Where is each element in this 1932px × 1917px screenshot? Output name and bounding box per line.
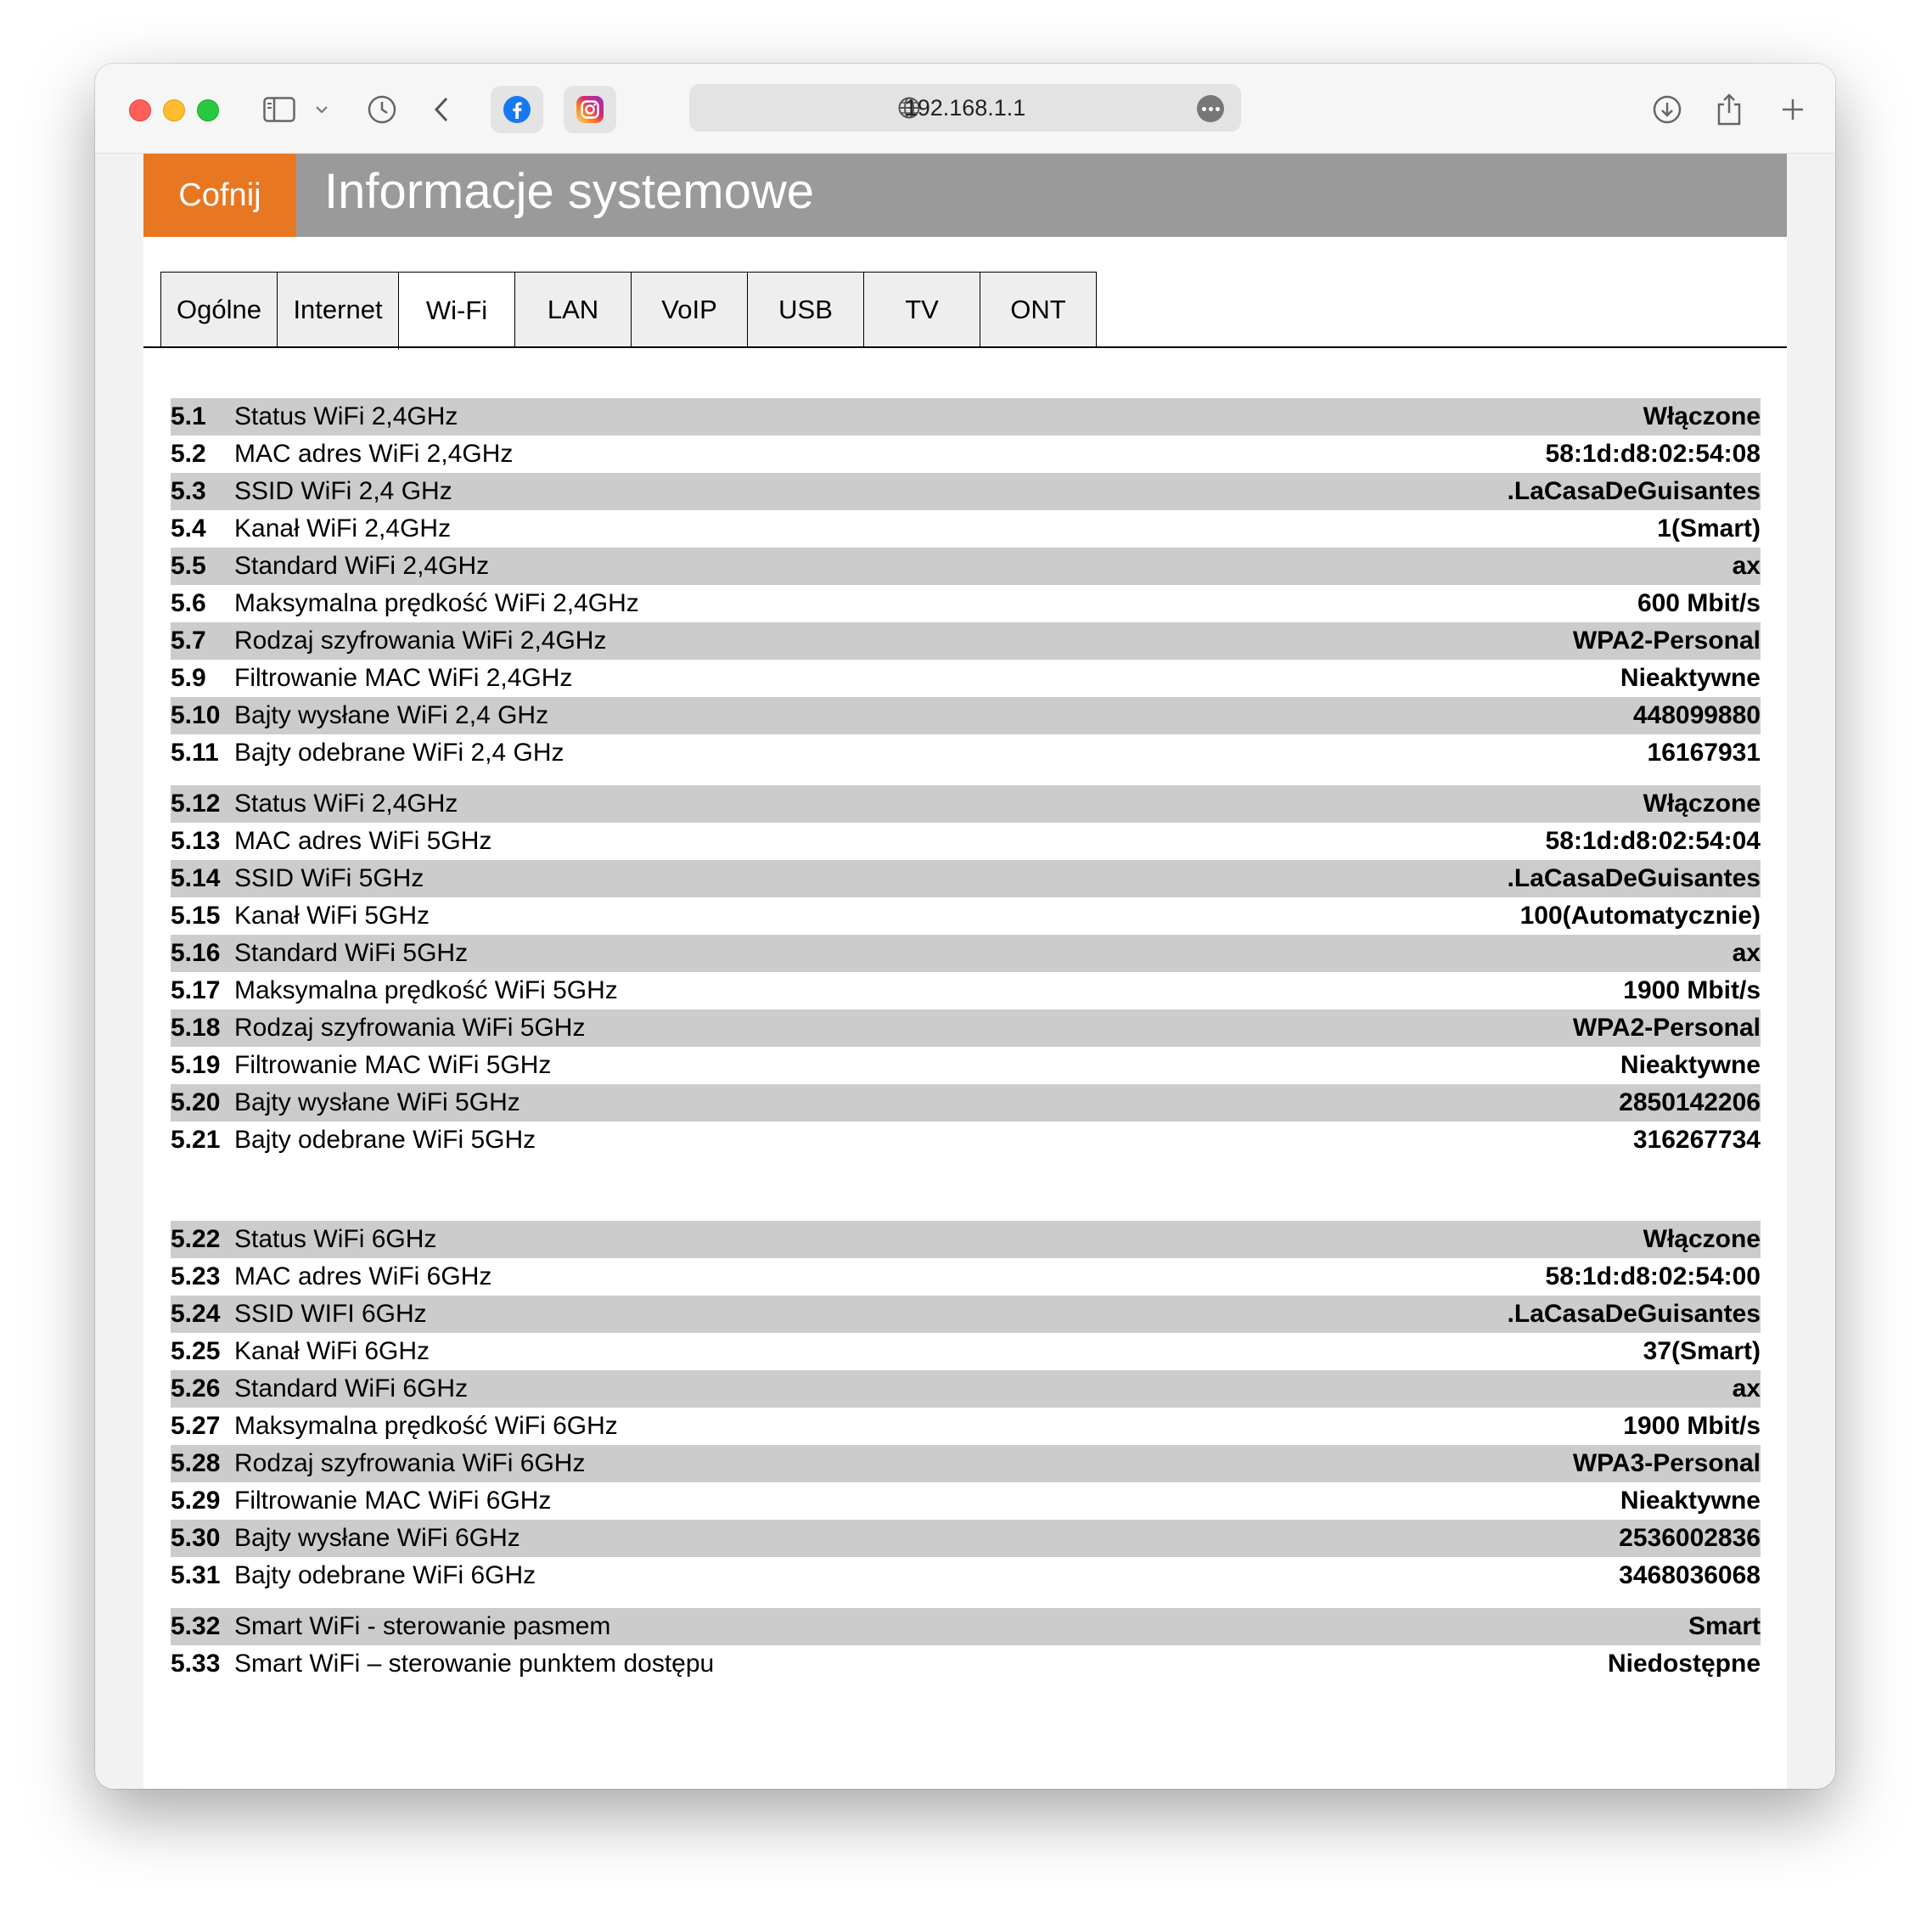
row-label: Bajty odebrane WiFi 6GHz bbox=[234, 1561, 536, 1589]
table-row bbox=[171, 585, 1761, 622]
row-value: Włączone bbox=[1643, 1225, 1761, 1253]
row-number: 5.14 bbox=[171, 864, 221, 892]
facebook-favorite-icon[interactable] bbox=[491, 86, 543, 133]
row-number: 5.31 bbox=[171, 1561, 221, 1589]
row-number: 5.30 bbox=[171, 1524, 221, 1552]
table-row bbox=[171, 1445, 1761, 1482]
row-value: Włączone bbox=[1643, 790, 1761, 818]
row-number: 5.18 bbox=[171, 1014, 221, 1042]
row-number: 5.28 bbox=[171, 1449, 221, 1477]
table-row bbox=[171, 860, 1761, 897]
row-value: 58:1d:d8:02:54:00 bbox=[1545, 1262, 1761, 1290]
row-value: Nieaktywne bbox=[1620, 664, 1761, 692]
row-value: 100(Automatycznie) bbox=[1519, 902, 1761, 930]
table-row bbox=[171, 622, 1761, 660]
row-value: ax bbox=[1732, 939, 1761, 967]
back-button[interactable]: Cofnij bbox=[143, 154, 296, 237]
table-row bbox=[171, 785, 1761, 823]
row-value: .LaCasaDeGuisantes bbox=[1507, 477, 1761, 505]
tab-tv[interactable]: TV bbox=[863, 272, 980, 348]
row-value: 1900 Mbit/s bbox=[1623, 1412, 1761, 1440]
row-label: MAC adres WiFi 5GHz bbox=[234, 827, 492, 855]
row-label: Bajty wysłane WiFi 2,4 GHz bbox=[234, 701, 549, 729]
row-label: Filtrowanie MAC WiFi 2,4GHz bbox=[234, 664, 573, 692]
sidebar-icon[interactable] bbox=[261, 89, 298, 130]
row-label: MAC adres WiFi 6GHz bbox=[234, 1262, 492, 1290]
row-number: 5.2 bbox=[171, 440, 206, 468]
row-value: .LaCasaDeGuisantes bbox=[1507, 1300, 1761, 1328]
tab-ogolne[interactable]: Ogólne bbox=[160, 272, 277, 348]
tab-lan[interactable]: LAN bbox=[514, 272, 631, 348]
row-number: 5.22 bbox=[171, 1225, 221, 1253]
row-number: 5.32 bbox=[171, 1612, 221, 1640]
row-label: Standard WiFi 6GHz bbox=[234, 1375, 469, 1403]
tab-usb[interactable]: USB bbox=[747, 272, 863, 348]
router-page bbox=[143, 154, 1787, 1789]
page-header bbox=[143, 154, 1787, 237]
browser-content bbox=[95, 154, 1835, 1789]
table-row bbox=[171, 1557, 1761, 1594]
table-row bbox=[171, 436, 1761, 473]
row-label: Smart WiFi - sterowanie pasmem bbox=[234, 1612, 611, 1640]
row-number: 5.20 bbox=[171, 1088, 221, 1116]
row-number: 5.19 bbox=[171, 1051, 221, 1079]
row-label: Kanał WiFi 6GHz bbox=[234, 1337, 430, 1365]
page-title: Informacje systemowe bbox=[324, 164, 814, 219]
wifi-24ghz-table bbox=[171, 398, 1761, 772]
row-value: 1900 Mbit/s bbox=[1623, 976, 1761, 1004]
row-value: WPA2-Personal bbox=[1572, 627, 1761, 655]
table-row bbox=[171, 473, 1761, 510]
minimize-window-button[interactable] bbox=[163, 99, 185, 121]
row-label: Filtrowanie MAC WiFi 6GHz bbox=[234, 1487, 552, 1515]
row-value: WPA3-Personal bbox=[1572, 1449, 1761, 1477]
tab-ont[interactable]: ONT bbox=[980, 272, 1097, 348]
row-value: Niedostępne bbox=[1607, 1650, 1761, 1678]
row-number: 5.11 bbox=[171, 739, 219, 767]
zoom-window-button[interactable] bbox=[197, 99, 219, 121]
tab-divider bbox=[143, 346, 1787, 348]
row-label: Filtrowanie MAC WiFi 5GHz bbox=[234, 1051, 552, 1079]
table-row bbox=[171, 1333, 1761, 1370]
row-value: 448099880 bbox=[1632, 701, 1761, 729]
row-number: 5.25 bbox=[171, 1337, 221, 1365]
chevron-down-icon[interactable] bbox=[312, 89, 332, 130]
tab-voip[interactable]: VoIP bbox=[631, 272, 747, 348]
row-number: 5.33 bbox=[171, 1650, 221, 1678]
row-number: 5.23 bbox=[171, 1262, 221, 1290]
row-value: Smart bbox=[1688, 1612, 1761, 1640]
url-text: 192.168.1.1 bbox=[904, 95, 1026, 121]
row-number: 5.24 bbox=[171, 1300, 221, 1328]
row-number: 5.16 bbox=[171, 939, 221, 967]
row-label: Status WiFi 2,4GHz bbox=[234, 402, 458, 430]
row-label: SSID WiFi 2,4 GHz bbox=[234, 477, 452, 505]
history-icon[interactable] bbox=[365, 89, 399, 130]
row-label: Maksymalna prędkość WiFi 5GHz bbox=[234, 976, 618, 1004]
table-row bbox=[171, 398, 1761, 436]
share-icon[interactable] bbox=[1715, 89, 1744, 130]
table-row bbox=[171, 1122, 1761, 1159]
row-label: SSID WIFI 6GHz bbox=[234, 1300, 427, 1328]
back-navigation-icon[interactable] bbox=[429, 89, 454, 130]
row-number: 5.26 bbox=[171, 1375, 221, 1403]
row-label: MAC adres WiFi 2,4GHz bbox=[234, 440, 514, 468]
row-value: .LaCasaDeGuisantes bbox=[1507, 864, 1761, 892]
row-number: 5.4 bbox=[171, 514, 206, 542]
row-value: 3468036068 bbox=[1619, 1561, 1761, 1589]
new-tab-icon[interactable] bbox=[1778, 89, 1807, 130]
row-value: 58:1d:d8:02:54:08 bbox=[1545, 440, 1761, 468]
more-options-icon[interactable] bbox=[1197, 95, 1224, 122]
table-row bbox=[171, 1370, 1761, 1408]
tab-wifi[interactable]: Wi-Fi bbox=[398, 272, 514, 350]
close-window-button[interactable] bbox=[129, 99, 151, 121]
row-label: Bajty odebrane WiFi 5GHz bbox=[234, 1126, 536, 1154]
table-row bbox=[171, 510, 1761, 548]
row-label: Rodzaj szyfrowania WiFi 2,4GHz bbox=[234, 627, 607, 655]
smart-wifi-table bbox=[171, 1608, 1761, 1683]
row-label: Kanał WiFi 2,4GHz bbox=[234, 514, 452, 542]
row-value: 316267734 bbox=[1632, 1126, 1761, 1154]
row-number: 5.15 bbox=[171, 902, 221, 930]
wifi-5ghz-table bbox=[171, 785, 1761, 1159]
row-number: 5.9 bbox=[171, 664, 206, 692]
row-label: Bajty wysłane WiFi 6GHz bbox=[234, 1524, 520, 1552]
row-value: 58:1d:d8:02:54:04 bbox=[1545, 827, 1761, 855]
row-value: ax bbox=[1732, 1375, 1761, 1403]
row-number: 5.5 bbox=[171, 552, 206, 580]
browser-window bbox=[95, 64, 1835, 1789]
row-label: Kanał WiFi 5GHz bbox=[234, 902, 430, 930]
tab-bar bbox=[160, 272, 1097, 348]
row-label: Smart WiFi – sterowanie punktem dostępu bbox=[234, 1650, 715, 1678]
table-row bbox=[171, 897, 1761, 935]
row-number: 5.13 bbox=[171, 827, 221, 855]
row-number: 5.12 bbox=[171, 790, 221, 818]
row-number: 5.10 bbox=[171, 701, 221, 729]
row-label: Rodzaj szyfrowania WiFi 5GHz bbox=[234, 1014, 586, 1042]
row-label: SSID WiFi 5GHz bbox=[234, 864, 424, 892]
table-row bbox=[171, 548, 1761, 585]
row-label: Status WiFi 6GHz bbox=[234, 1225, 437, 1253]
table-row bbox=[171, 1258, 1761, 1296]
row-value: 1(Smart) bbox=[1657, 514, 1761, 542]
row-number: 5.3 bbox=[171, 477, 206, 505]
instagram-favorite-icon[interactable] bbox=[564, 86, 616, 133]
row-value: 16167931 bbox=[1647, 739, 1761, 767]
row-value: ax bbox=[1732, 552, 1761, 580]
row-value: WPA2-Personal bbox=[1572, 1014, 1761, 1042]
row-value: 600 Mbit/s bbox=[1637, 589, 1761, 617]
table-row bbox=[171, 972, 1761, 1009]
table-row bbox=[171, 1047, 1761, 1084]
table-row bbox=[171, 1482, 1761, 1520]
row-number: 5.7 bbox=[171, 627, 206, 655]
row-value: 37(Smart) bbox=[1643, 1337, 1761, 1365]
table-row bbox=[171, 1608, 1761, 1645]
row-number: 5.29 bbox=[171, 1487, 221, 1515]
row-label: Standard WiFi 2,4GHz bbox=[234, 552, 490, 580]
row-label: Maksymalna prędkość WiFi 2,4GHz bbox=[234, 589, 639, 617]
row-value: Nieaktywne bbox=[1620, 1487, 1761, 1515]
wifi-6ghz-table bbox=[171, 1221, 1761, 1594]
table-row bbox=[171, 1009, 1761, 1047]
address-bar[interactable] bbox=[689, 84, 1241, 132]
row-value: Włączone bbox=[1643, 402, 1761, 430]
table-row bbox=[171, 935, 1761, 972]
table-row bbox=[171, 1084, 1761, 1122]
tab-internet[interactable]: Internet bbox=[277, 272, 398, 348]
row-number: 5.6 bbox=[171, 589, 206, 617]
row-label: Status WiFi 2,4GHz bbox=[234, 790, 458, 818]
row-number: 5.1 bbox=[171, 402, 206, 430]
row-label: Standard WiFi 5GHz bbox=[234, 939, 469, 967]
row-label: Bajty wysłane WiFi 5GHz bbox=[234, 1088, 520, 1116]
row-number: 5.27 bbox=[171, 1412, 221, 1440]
table-row bbox=[171, 1408, 1761, 1445]
row-value: Nieaktywne bbox=[1620, 1051, 1761, 1079]
row-number: 5.17 bbox=[171, 976, 221, 1004]
row-label: Rodzaj szyfrowania WiFi 6GHz bbox=[234, 1449, 586, 1477]
row-label: Maksymalna prędkość WiFi 6GHz bbox=[234, 1412, 618, 1440]
table-row bbox=[171, 660, 1761, 697]
table-row bbox=[171, 1221, 1761, 1258]
table-row bbox=[171, 1296, 1761, 1333]
table-row bbox=[171, 697, 1761, 734]
table-row bbox=[171, 734, 1761, 772]
row-label: Bajty odebrane WiFi 2,4 GHz bbox=[234, 739, 564, 767]
row-value: 2850142206 bbox=[1619, 1088, 1761, 1116]
row-number: 5.21 bbox=[171, 1126, 221, 1154]
download-icon[interactable] bbox=[1650, 89, 1684, 130]
table-row bbox=[171, 1645, 1761, 1683]
row-value: 2536002836 bbox=[1619, 1524, 1761, 1552]
browser-toolbar bbox=[95, 64, 1835, 154]
table-row bbox=[171, 1520, 1761, 1557]
table-row bbox=[171, 823, 1761, 860]
